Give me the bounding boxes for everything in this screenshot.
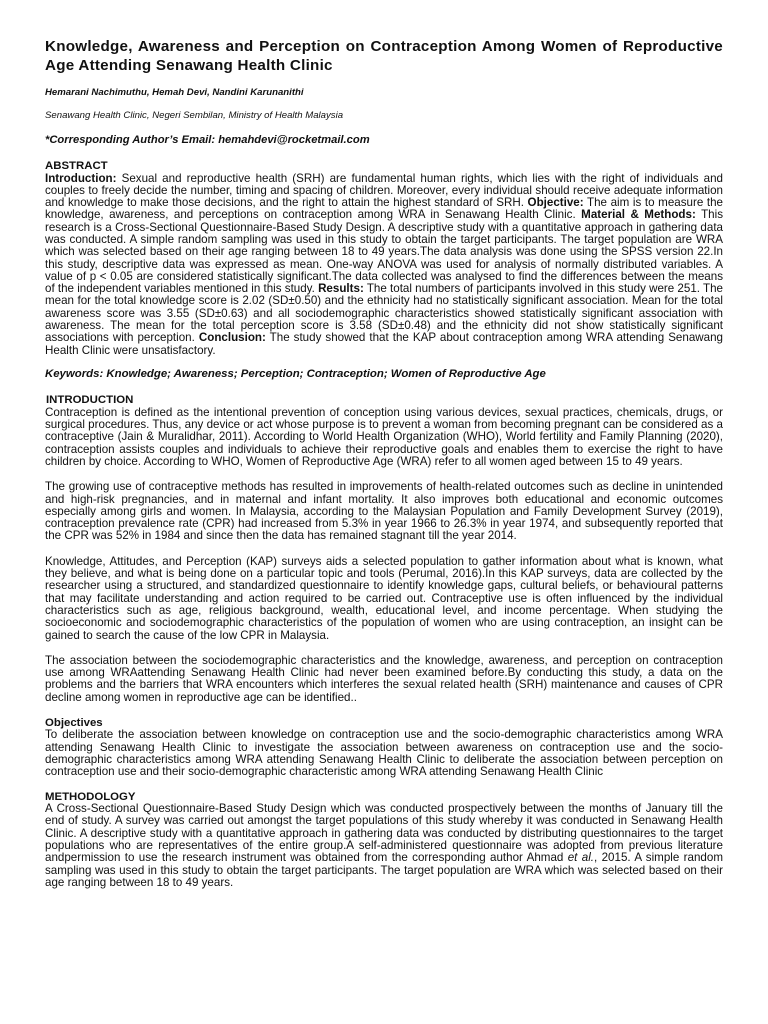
paper-page xyxy=(45,38,723,889)
abstract-conclusion-label: Conclusion: xyxy=(198,331,266,345)
abstract-intro-label: Introduction: xyxy=(45,171,117,185)
methodology-text-a: A Cross-Sectional Questionnaire-Based Study Design which was conducted prospectively between the months of January till the end of study. A survey was carried out amongst the target populations of this study whereby it was conducted in Senawang Health Clinic. A descriptive study with a quantitative approach in gathering data was conducted by distributing questionnaires to the target populations who are representatives of the entire group.A self-administered questionnaire was adopted from previous literature andpermission to use the research instrument was obtained from the corresponding author Ahmad xyxy=(45,802,723,865)
affiliation: Senawang Health Clinic, Negeri Sembilan, Ministry of Health Malaysia xyxy=(45,110,344,121)
author-list: Hemarani Nachimuthu, Hemah Devi, Nandini Karunanithi xyxy=(45,87,304,98)
abstract-methods-text: This research is a Cross-Sectional Questionnaire-Based Study Design. A descriptive study with a quantitative approach in gathering data was conducted. A simple random sampling was used in this study to obtain the target participants. The target population are WRA which was selected based on their age ranging between 18 to 49 years.The data analysis was done using the SPSS version 22.In this study, descriptive data was expressed as mean. One-way ANOVA was used for analysis of normally distributed variables. A value of p < 0.05 are considered statistically significant.The data collected was analysed to find the differences between the means of the independent variables mentioned in this study. xyxy=(45,208,723,296)
paper-title: Knowledge, Awareness and Perception on Contraception Among Women of Reproductive Age Attending Senawang Health Clinic xyxy=(45,38,723,74)
abstract-body xyxy=(45,173,723,357)
abstract-intro-text: Sexual and reproductive health (SRH) are fundamental human rights, which lies with the right of individuals and couples to freely decide the number, timing and spacing of children. Moreover, every individual should receive adequate information and knowledge to make those decisions, and the right to attain the highest standard of SRH. xyxy=(45,171,723,210)
introduction-paragraph-4: The association between the sociodemographic characteristics and the knowledge, awareness, and perception on contraception use among WRAattending Senawang Health Clinic had never been examined before.By conducting this study, a data on the problems and the barriers that WRA encounters which interferes the sexual related health (SRH) maintenance and causes of CPR decline among women in reproductive age can be identified.. xyxy=(45,653,723,704)
introduction-heading: INTRODUCTION xyxy=(46,394,134,407)
objectives-heading: Objectives xyxy=(45,716,103,729)
abstract-objective-label: Objective: xyxy=(527,196,584,210)
methodology-text-b: , 2015. A simple random sampling was used in this study to obtain the target participants. The target population are WRA which was selected based on their age ranging between 18 to 49 years. xyxy=(45,851,723,889)
abstract-objective-text: The aim is to measure the knowledge, awareness, and perceptions on contraception among WRA in Senawang Health Clinic. xyxy=(45,196,723,222)
abstract-methods-label: Material & Methods: xyxy=(581,208,696,222)
keywords: Keywords: Knowledge; Awareness; Perception; Contraception; Women of Reproductive Age xyxy=(45,367,546,380)
abstract-results-label: Results: xyxy=(318,282,364,296)
objectives-text: To deliberate the association between knowledge on contraception use and the socio-demographic characteristics among WRA attending Senawang Health Clinic to investigate the association between awareness on contraception use and the socio-demographic characteristics among WRA attending Senawang Health Clinic to deliberate the association between perception on contraception use and their socio-demographic characteristic among WRA attending Senawang Health Clinic xyxy=(45,728,723,779)
abstract-results-text: The total numbers of participants involved in this study were 251. The mean for the total knowledge score is 2.02 (SD±0.50) and the ethnicity had no statistically significant association. Mean for the total awareness score was 3.55 (SD±0.63) and all sociodemographic characteristics showed statistically significant association with awareness. The mean for the total perception score is 3.58 (SD±0.48) and the ethnicity did not show statistically significant associations with perception. xyxy=(45,282,723,345)
abstract-heading: ABSTRACT xyxy=(45,160,108,172)
methodology-et-al: et al. xyxy=(567,851,595,865)
methodology-text xyxy=(45,803,723,889)
corresponding-author: *Corresponding Author’s Email: hemahdevi@rocketmail.com xyxy=(45,134,370,146)
introduction-paragraph-3: Knowledge, Attitudes, and Perception (KAP) surveys aids a selected population to gather information about what is known, what they believe, and what is being done on a particular topic and tools (Perumal, 2016).In this KAP surveys, data are collected by the researcher using a structured, and standardized questionnaire to identify knowledge gaps, cultural beliefs, or behavioural patterns that may facilitate understanding and action required to be carried out. Contraceptive use is often influenced by the individual characteristics such as age, religious background, wealth, educational level, and income percentage. When studying the socioeconomic and sociodemographic characteristics of the population of women who are using contraception, an insight can be gained to search the cause of the low CPR in Malaysia. xyxy=(45,554,723,642)
methodology-heading: METHODOLOGY xyxy=(45,790,136,803)
abstract-conclusion-text: The study showed that the KAP about contraception among WRA attending Senawang Health Clinic were unsatisfactory. xyxy=(45,331,723,357)
introduction-paragraph-1: Contraception is defined as the intentional prevention of conception using various devices, sexual practices, chemicals, drugs, or surgical procedures. Thus, any device or act whose purpose is to prevent a woman from becoming pregnant can be considered as a contraceptive (Jain & Muralidhar, 2011). According to World Health Organization (WHO), World fertility and Family Planning (2020), contraception assists couples and individuals to achieve their reproductive goals and enables them to exercise the right to have children by choice. According to WHO, Women of Reproductive Age (WRA) refer to all women aged between 15 to 49 years. xyxy=(45,405,723,468)
introduction-paragraph-2: The growing use of contraceptive methods has resulted in improvements of health-related outcomes such as decline in unintended and high-risk pregnancies, and in maternal and infant mortality. It also improves both educational and economic outcomes especially among girls and women. In Malaysia, according to the Malaysian Population and Family Development Survey (2019), contraception prevalence rate (CPR) had increased from 5.3% in year 1966 to 26.3% in year 1974, and subsequently reported that the CPR was 52% in 1984 and since then the data has remained stagnant till the year 2014. xyxy=(45,480,723,543)
